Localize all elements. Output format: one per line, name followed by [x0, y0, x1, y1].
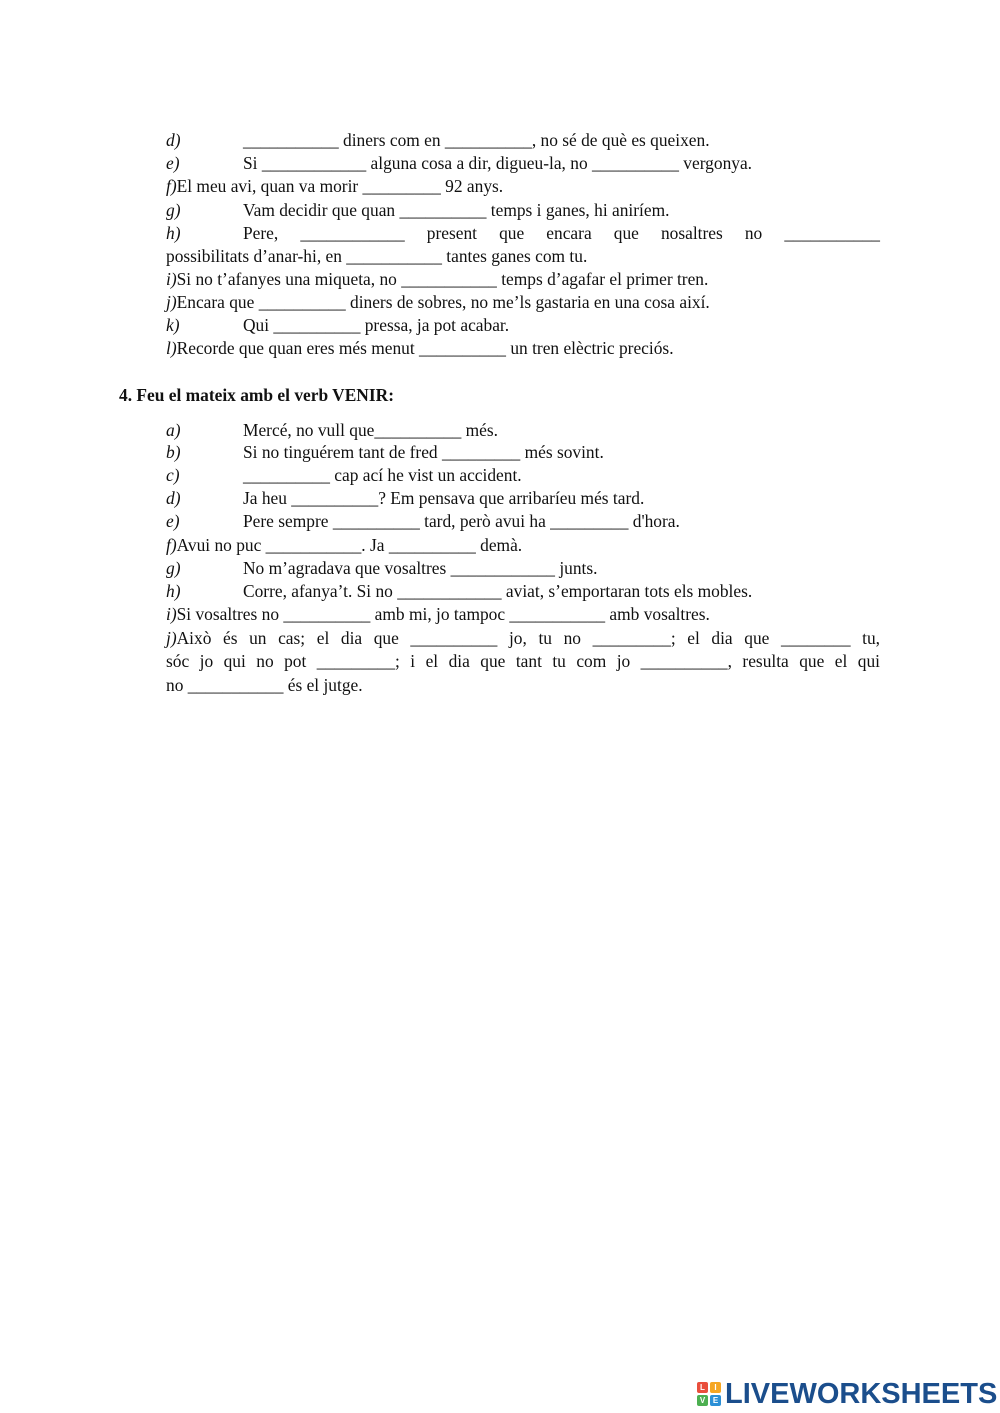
- item-label: h): [166, 223, 181, 243]
- item-label: d): [166, 488, 181, 508]
- item-text: Avui no puc ___________. Ja __________ demà.: [176, 535, 523, 555]
- exercise-item-4b: [166, 441, 880, 464]
- item-label: i): [166, 604, 177, 624]
- exercise-item-3e: [166, 152, 880, 175]
- logo-mark-cell: L: [697, 1382, 708, 1393]
- item-text: El meu avi, quan va morir _________ 92 anys.: [176, 176, 504, 196]
- liveworksheets-logo[interactable]: [697, 1377, 997, 1411]
- exercise-item-4e: [166, 510, 880, 533]
- exercise-item-3d: [166, 129, 880, 152]
- logo-mark-icon: [697, 1382, 721, 1406]
- item-text: Qui __________ pressa, ja pot acabar.: [243, 315, 510, 335]
- item-label: j): [166, 292, 177, 312]
- exercise-item-4a: [166, 419, 880, 442]
- item-text: Si no t’afanyes una miqueta, no ___________ temps d’agafar el primer tren.: [176, 269, 709, 289]
- exercise-item-3g: [166, 199, 880, 222]
- logo-text: LIVEWORKSHEETS: [725, 1377, 998, 1410]
- item-text: Encara que __________ diners de sobres, no me’ls gastaria en una cosa així.: [176, 292, 710, 312]
- logo-mark-cell: I: [710, 1382, 721, 1393]
- item-text: No m’agradava que vosaltres ____________ junts.: [243, 558, 598, 578]
- item-label: e): [166, 153, 180, 173]
- exercise-item-4j-continuation: [166, 650, 880, 673]
- section-heading: 4. Feu el mateix amb el verb VENIR:: [119, 385, 394, 405]
- item-label: i): [166, 269, 177, 289]
- item-text-continuation: sóc jo qui no pot _________; i el dia que tant tu com jo __________, resulta que el qui: [166, 651, 880, 671]
- exercise-item-3i: [166, 268, 880, 291]
- item-label: l): [166, 338, 177, 358]
- item-text: Pere sempre __________ tard, però avui ha _________ d'hora.: [243, 511, 680, 531]
- item-text: ___________ diners com en __________, no sé de què es queixen.: [243, 130, 710, 150]
- exercise-item-3h: [166, 222, 880, 245]
- exercise-item-3j: [166, 291, 880, 314]
- item-label: c): [166, 465, 180, 485]
- exercise-item-3f: [166, 175, 880, 198]
- exercise-item-3l: [166, 337, 880, 360]
- item-text: Recorde que quan eres més menut __________ un tren elèctric preciós.: [176, 338, 674, 358]
- item-label: f): [166, 535, 177, 555]
- exercise-item-3h-continuation: [166, 245, 880, 268]
- item-text: Si no tinguérem tant de fred _________ més sovint.: [243, 442, 604, 462]
- exercise-item-4c: [166, 464, 880, 487]
- item-text: __________ cap ací he vist un accident.: [243, 465, 522, 485]
- item-label: j): [166, 628, 177, 648]
- exercise-item-4g: [166, 557, 880, 580]
- item-text: Vam decidir que quan __________ temps i ganes, hi aniríem.: [243, 200, 670, 220]
- item-text: Si vosaltres no __________ amb mi, jo tampoc ___________ amb vosaltres.: [176, 604, 710, 624]
- item-label: e): [166, 511, 180, 531]
- logo-mark-cell: E: [710, 1395, 721, 1406]
- item-label: b): [166, 442, 181, 462]
- item-text: Ja heu __________? Em pensava que arribaríeu més tard.: [243, 488, 645, 508]
- item-text: Pere, ____________ present que encara que nosaltres no ___________: [243, 223, 880, 243]
- exercise-item-3k: [166, 314, 880, 337]
- item-text: Corre, afanya’t. Si no ____________ aviat, s’emportaran tots els mobles.: [243, 581, 753, 601]
- item-text: Mercé, no vull que__________ més.: [243, 420, 499, 440]
- exercise-item-4i: [166, 603, 880, 626]
- item-label: h): [166, 581, 181, 601]
- item-label: a): [166, 420, 181, 440]
- exercise-item-4h: [166, 580, 880, 603]
- exercise-item-4j: [166, 627, 880, 650]
- item-text: Si ____________ alguna cosa a dir, digueu-la, no __________ vergonya.: [243, 153, 753, 173]
- item-label: g): [166, 558, 181, 578]
- item-text-continuation: possibilitats d’anar-hi, en ___________ tantes ganes com tu.: [166, 246, 588, 266]
- item-label: k): [166, 315, 180, 335]
- item-label: g): [166, 200, 181, 220]
- logo-mark-cell: V: [697, 1395, 708, 1406]
- item-text-continuation: no ___________ és el jutge.: [166, 675, 363, 695]
- item-text: Això és un cas; el dia que __________ jo, tu no _________; el dia que ________ tu,: [176, 628, 880, 648]
- exercise-item-4f: [166, 534, 880, 557]
- item-label: f): [166, 176, 177, 196]
- exercise-item-4j-continuation-2: [166, 674, 880, 697]
- item-label: d): [166, 130, 181, 150]
- exercise-item-4d: [166, 487, 880, 510]
